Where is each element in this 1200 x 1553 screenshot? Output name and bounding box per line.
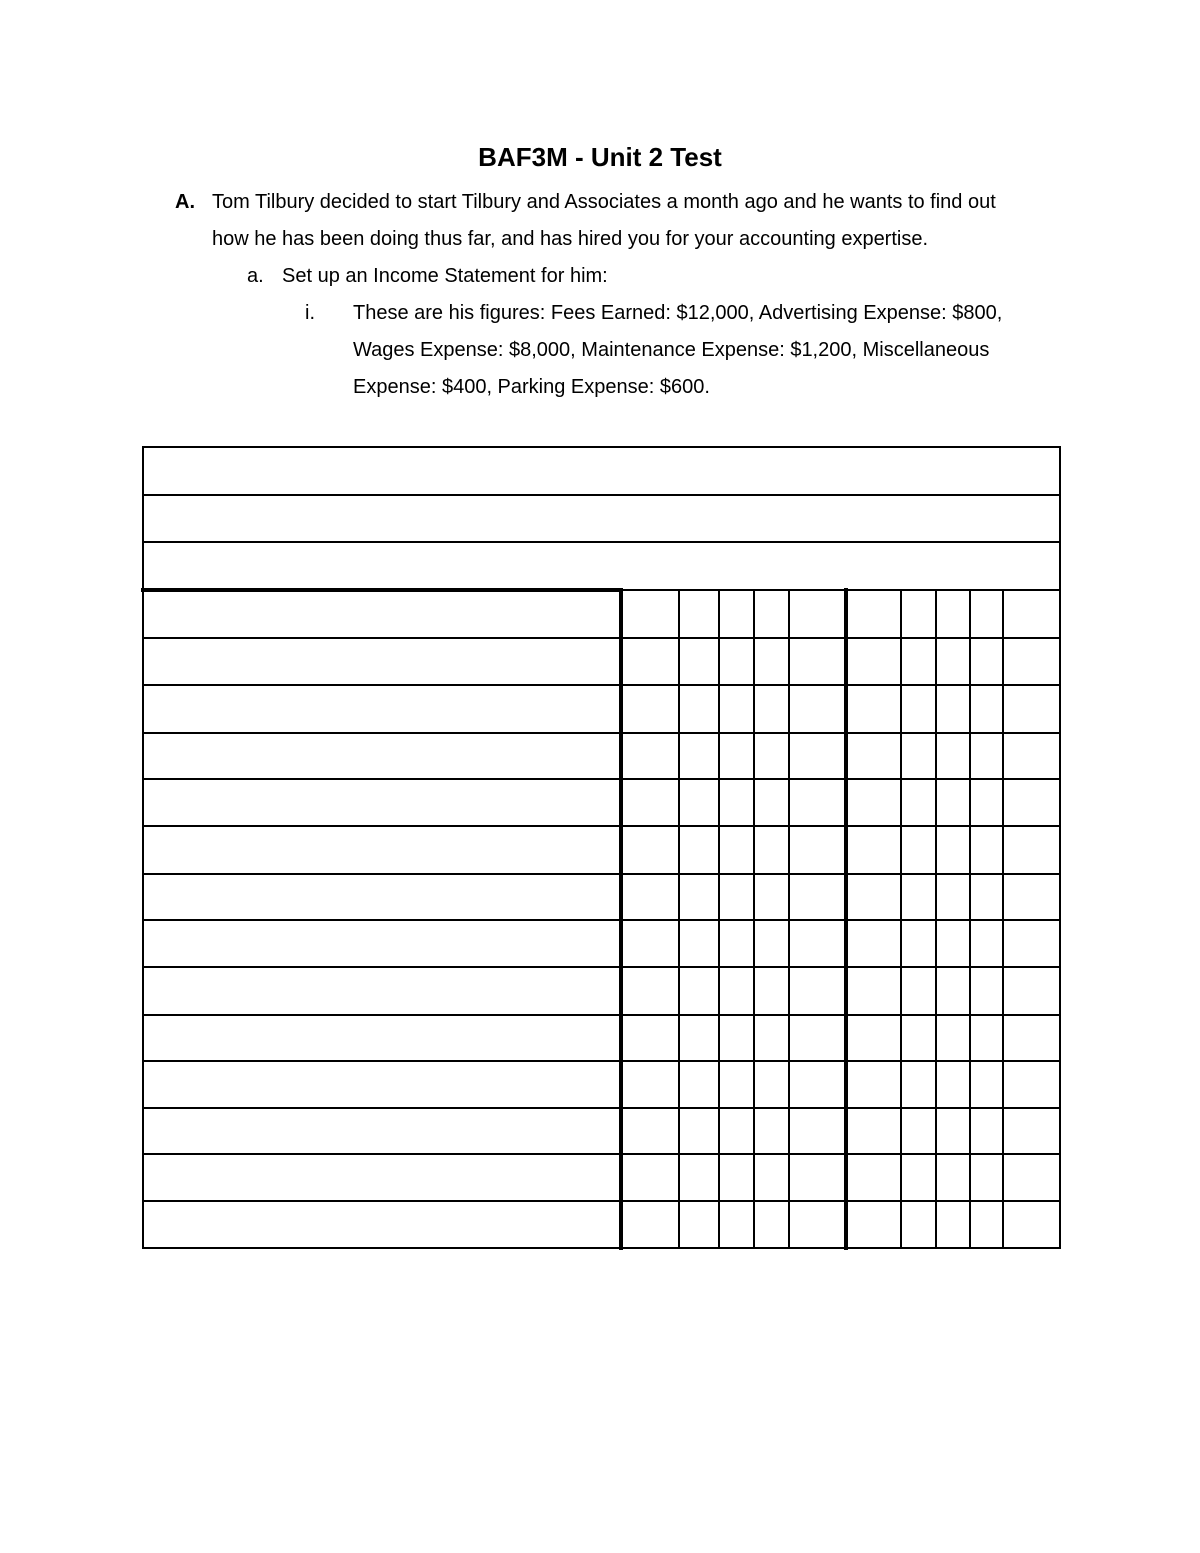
sub-question-a-marker: a.	[247, 265, 264, 287]
item-i-marker: i.	[305, 302, 315, 324]
page-title: BAF3M - Unit 2 Test	[478, 142, 722, 172]
question-a-line: Tom Tilbury decided to start Tilbury and Associates a month ago and he wants to find out	[212, 191, 996, 213]
item-i-line: Wages Expense: $8,000, Maintenance Expense: $1,200, Miscellaneous	[353, 339, 990, 361]
sub-question-a-text: Set up an Income Statement for him:	[282, 265, 608, 287]
question-a-line: how he has been doing thus far, and has hired you for your accounting expertise.	[212, 228, 929, 250]
item-i-line: Expense: $400, Parking Expense: $600.	[353, 376, 710, 398]
question-a-marker: A.	[175, 191, 195, 213]
item-i-line: These are his figures: Fees Earned: $12,000, Advertising Expense: $800,	[353, 302, 1003, 324]
